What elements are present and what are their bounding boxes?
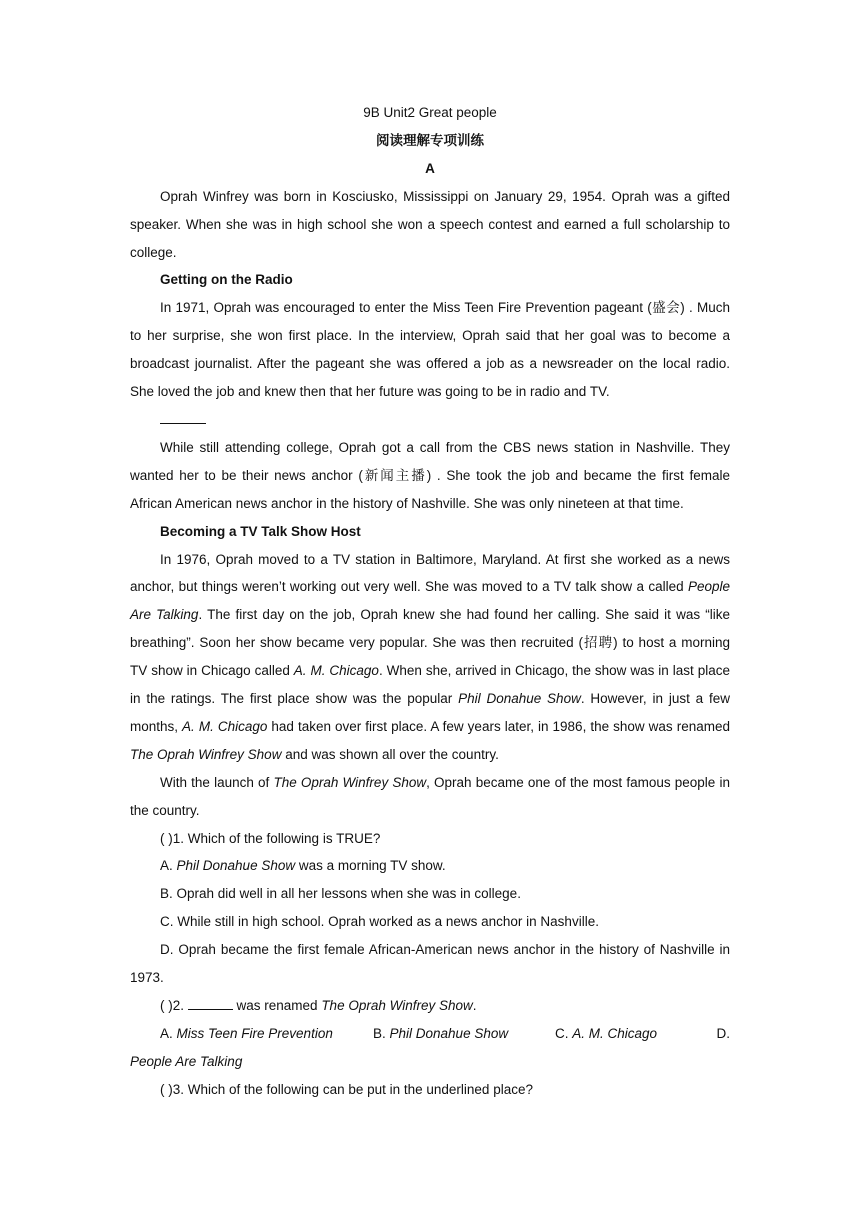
option-text: Miss Teen Fire Prevention	[176, 1025, 333, 1041]
show-title: Phil Donahue Show	[458, 691, 581, 707]
text-run: With the launch of	[160, 774, 274, 790]
show-title: A. M. Chicago	[293, 663, 379, 679]
text-run: was renamed	[232, 998, 322, 1013]
heading-tv: Becoming a TV Talk Show Host	[160, 523, 361, 539]
paragraph-1: Oprah Winfrey was born in Kosciusko, Mississippi on January 29, 1954. Oprah was a gifted speaker. When she was in high school she won a speech contest and earned a full scholarship to college.	[130, 188, 730, 260]
text-run: and was shown all over the country.	[281, 746, 499, 762]
blank-line	[188, 994, 233, 1010]
text-run: . When she, arrived in Chicago, the show was in last place in the ratings. The first place show was the popular	[130, 663, 730, 707]
paragraph-2: In 1971, Oprah was encouraged to enter the Miss Teen Fire Prevention pageant (盛会) . Much to her surprise, she won first place. In the interview, Oprah said that her goal was to become a broadcast journalist. After the pageant she was offered a job as a newsreader on the local radio. She loved the job and knew then that her future was going to be in radio and TV.	[130, 300, 730, 400]
question-1-option-d: D. Oprah became the first female African-American news anchor in the history of Nashville in 1973.	[130, 942, 730, 986]
option-letter: A.	[160, 858, 177, 874]
question-2-options	[130, 1020, 730, 1048]
question-1-stem: ( )1. Which of the following is TRUE?	[160, 830, 381, 846]
section-label: A	[425, 160, 435, 176]
question-1-option-c: C. While still in high school. Oprah worked as a news anchor in Nashville.	[160, 914, 599, 930]
question-2-option-c	[555, 1020, 707, 1048]
question-2-option-b	[373, 1020, 555, 1048]
paragraph-5	[130, 769, 730, 825]
option-letter: A.	[160, 1025, 177, 1041]
show-title: People Are Talking	[130, 579, 730, 623]
document-title: 9B Unit2 Great people	[363, 105, 497, 120]
option-text: A. M. Chicago	[572, 1025, 658, 1041]
question-2-option-a	[160, 1020, 373, 1048]
document-subtitle: 阅读理解专项训练	[376, 132, 484, 148]
text-run: . The first day on the job, Oprah knew she had found her calling. She said it was “like breathing”. Soon her show became very popular. She was then recruited (招聘) to host a morning TV show in Chicago called	[130, 607, 730, 679]
paragraph-3: While still attending college, Oprah got a call from the CBS news station in Nashville. They wanted her to be their news anchor (新闻主播) . She took the job and became the first female African American news anchor in the history of Nashville. She was only nineteen at that time.	[130, 439, 730, 511]
paragraph-4	[130, 546, 730, 769]
question-3-stem: ( )3. Which of the following can be put in the underlined place?	[160, 1081, 533, 1097]
show-title: The Oprah Winfrey Show	[321, 998, 473, 1013]
question-2-option-d-text	[130, 1048, 730, 1076]
text-run: ( )2.	[160, 998, 188, 1013]
document-page	[130, 99, 730, 1104]
question-1-option-a	[130, 852, 730, 880]
option-text: Phil Donahue Show	[389, 1025, 509, 1041]
text-run: was a morning TV show.	[295, 858, 446, 874]
text-run: , Oprah became one of the most famous people in the country.	[130, 774, 730, 818]
option-letter: B.	[373, 1025, 390, 1041]
question-1-option-b: B. Oprah did well in all her lessons when she was in college.	[160, 886, 521, 902]
option-text: People Are Talking	[130, 1053, 243, 1069]
question-2-stem	[130, 992, 730, 1020]
blank-line	[160, 406, 206, 424]
heading-radio: Getting on the Radio	[160, 272, 293, 288]
show-title: A. M. Chicago	[182, 718, 268, 734]
text-run: had taken over first place. A few years later, in 1986, the show was renamed	[267, 718, 730, 734]
show-title: The Oprah Winfrey Show	[273, 774, 427, 790]
underlined-blank	[130, 406, 730, 434]
show-title: Phil Donahue Show	[176, 858, 296, 874]
option-letter: C.	[555, 1025, 573, 1041]
text-run: .	[472, 998, 477, 1013]
text-run: . However, in just a few months,	[130, 691, 730, 734]
text-run: In 1976, Oprah moved to a TV station in Baltimore, Maryland. At first she worked as a news anchor, but things weren’t working out very well. She was moved to a TV talk show a called	[130, 551, 730, 595]
question-2-option-d-letter: D.	[716, 1025, 730, 1041]
show-title: The Oprah Winfrey Show	[130, 746, 282, 762]
